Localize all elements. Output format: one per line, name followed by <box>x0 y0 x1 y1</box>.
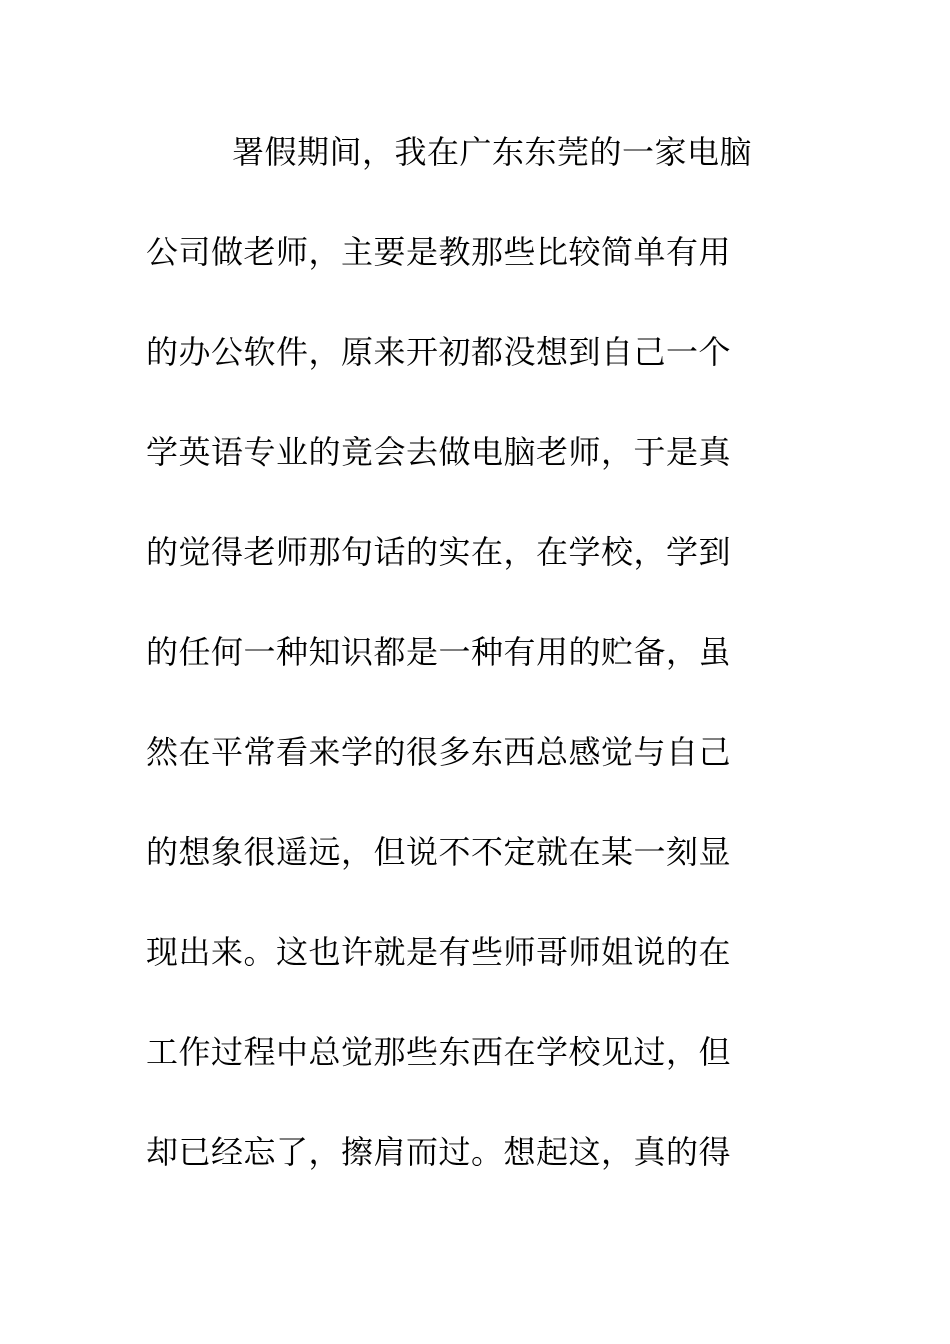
paragraph-line: 的觉得老师那句话的实在，在学校，学到 <box>146 533 732 571</box>
paragraph-line: 工作过程中总觉那些东西在学校见过，但 <box>146 1033 732 1071</box>
paragraph-line: 却已经忘了，擦肩而过。想起这，真的得 <box>146 1133 732 1171</box>
paragraph-line: 然在平常看来学的很多东西总感觉与自己 <box>146 733 732 771</box>
paragraph-line: 的办公软件，原来开初都没想到自己一个 <box>146 333 732 371</box>
paragraph-line: 的任何一种知识都是一种有用的贮备，虽 <box>146 633 732 671</box>
paragraph-line: 现出来。这也许就是有些师哥师姐说的在 <box>146 933 732 971</box>
paragraph-line: 公司做老师，主要是教那些比较简单有用 <box>146 233 732 271</box>
paragraph-line: 的想象很遥远，但说不不定就在某一刻显 <box>146 833 732 871</box>
paragraph-line: 署假期间，我在广东东莞的一家电脑 <box>232 133 753 171</box>
paragraph-line: 学英语专业的竟会去做电脑老师，于是真 <box>146 433 732 471</box>
body-paragraph <box>146 122 846 1222</box>
